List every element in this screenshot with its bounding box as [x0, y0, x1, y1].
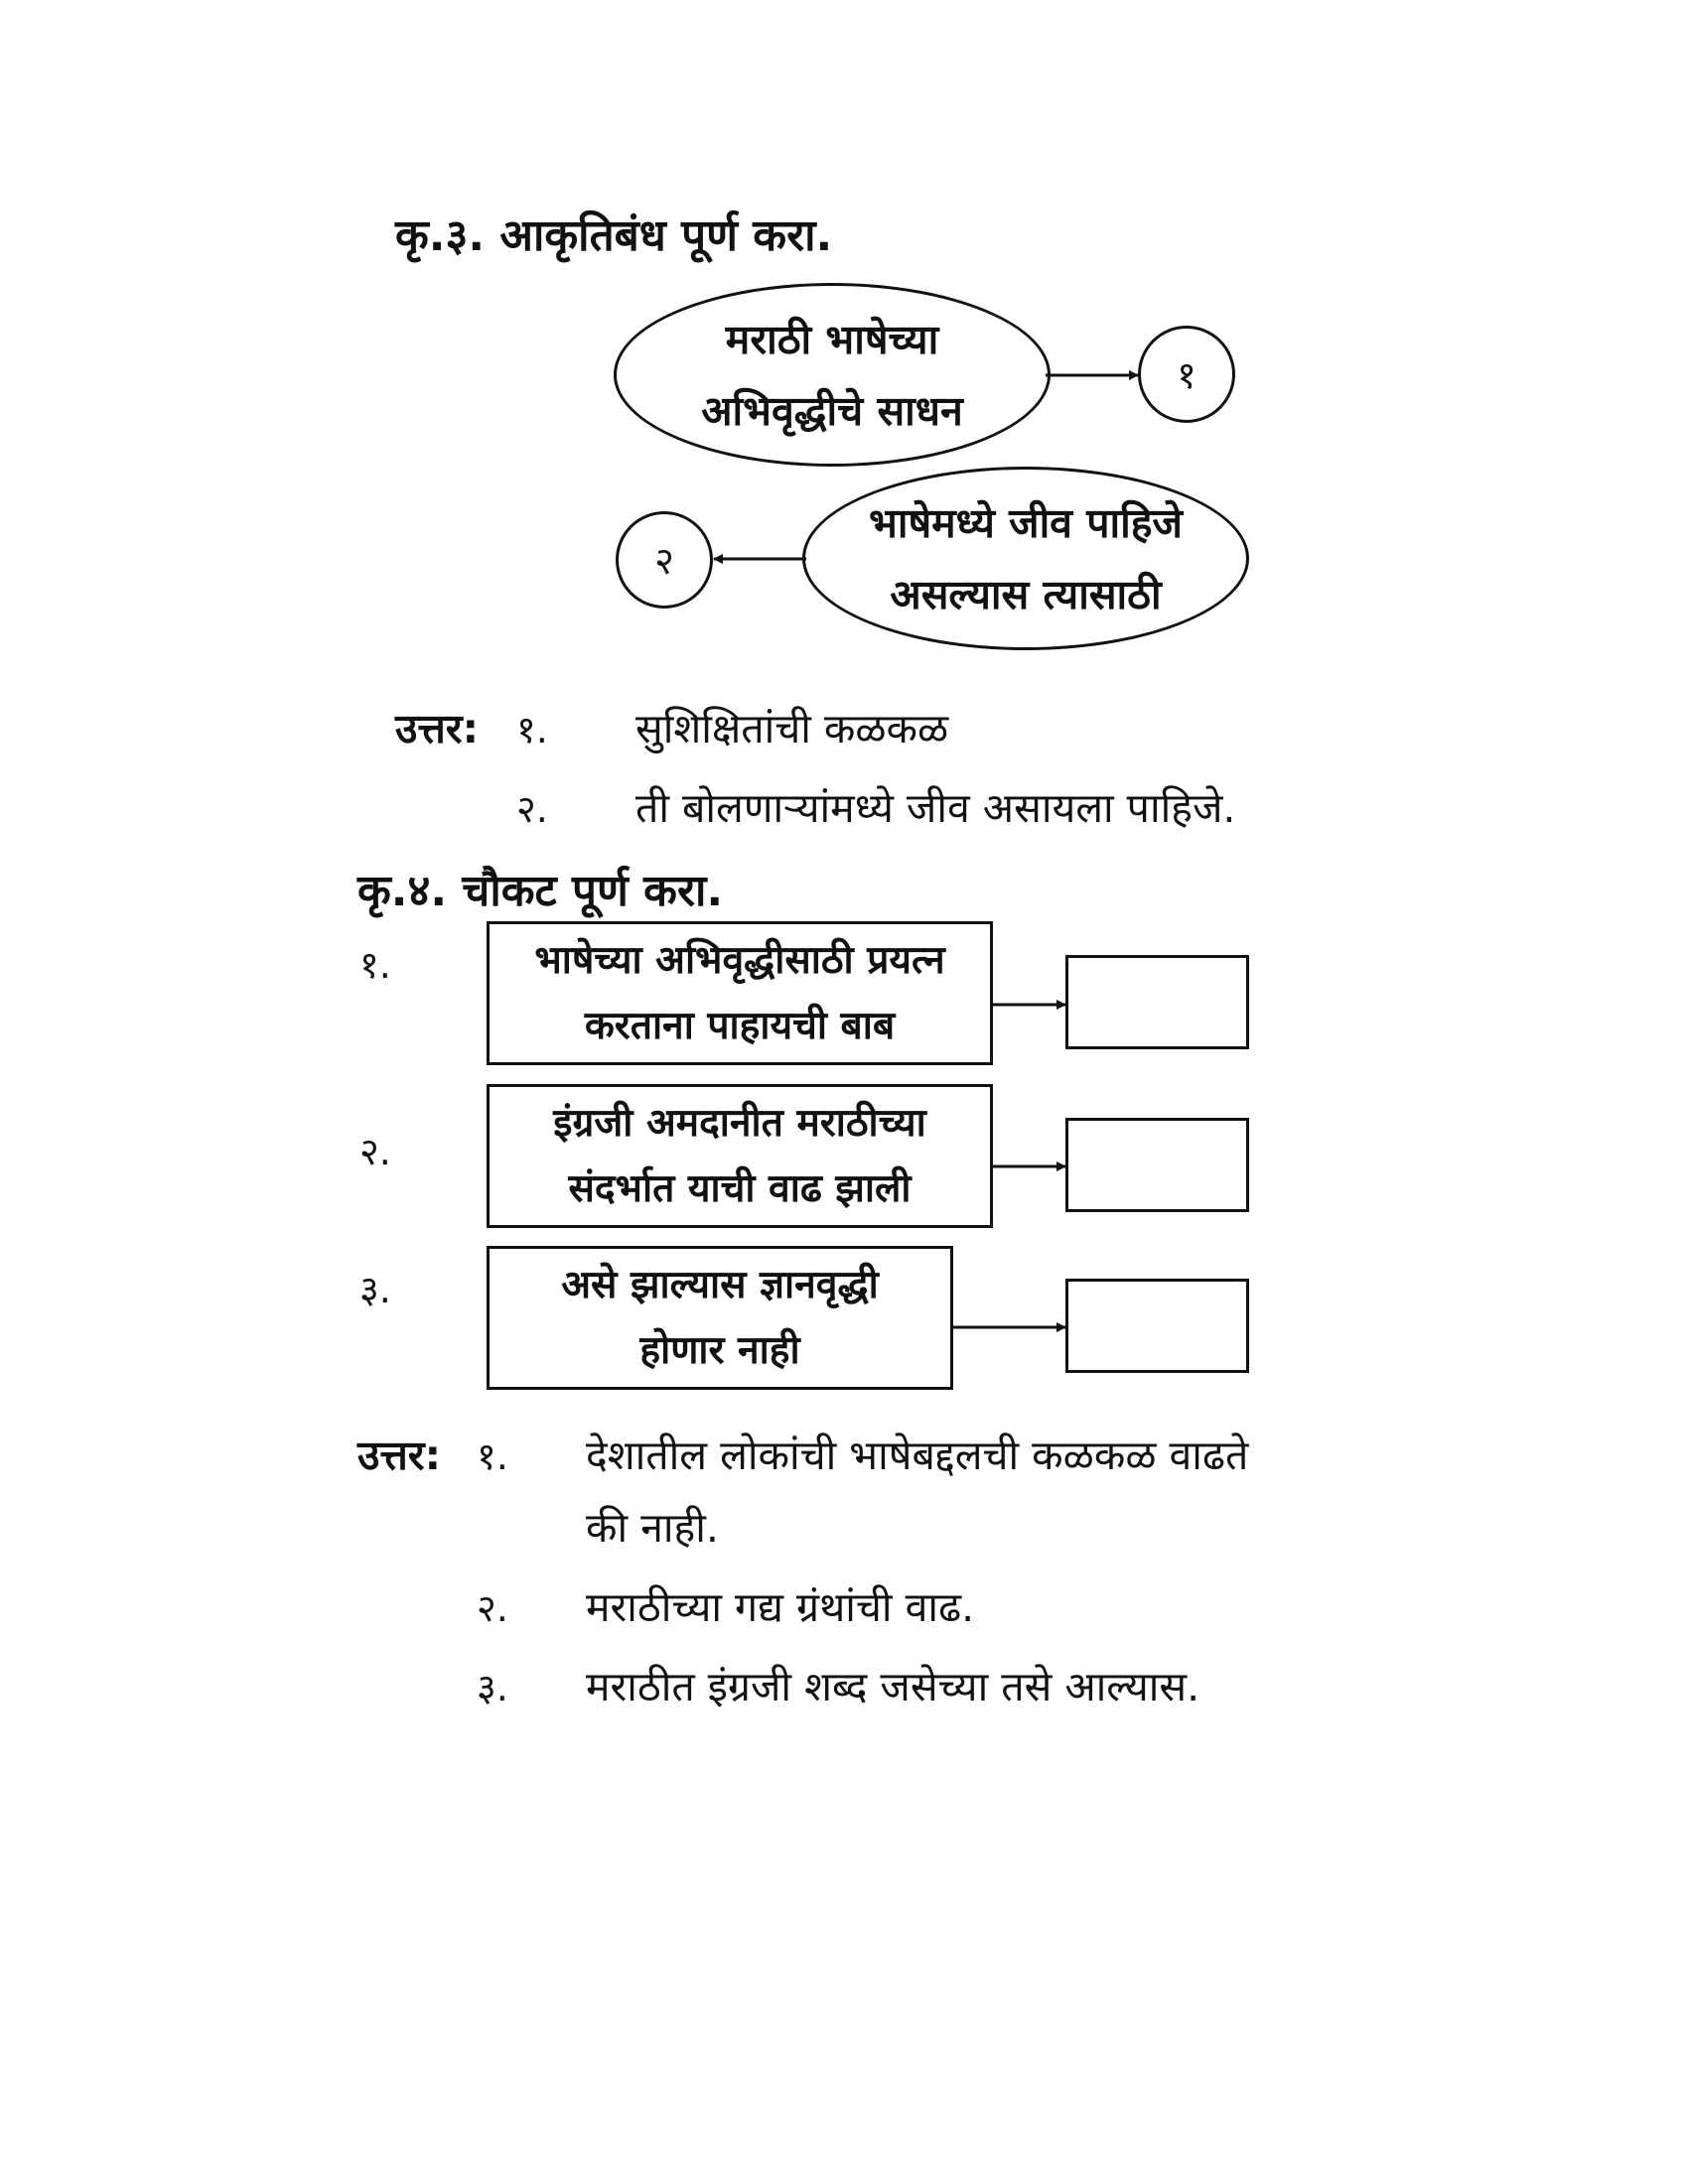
circle-1: १	[1138, 326, 1235, 423]
circle-2: २	[616, 511, 713, 609]
bottom-ellipse	[802, 467, 1249, 650]
bottom-ellipse-line-1: भाषेमध्ये जीव पाहिजे	[869, 498, 1183, 547]
q4-answer-2-num: २.	[477, 1586, 508, 1630]
q4-row-2-num: २.	[359, 1130, 391, 1173]
q4-answer-3-text: मराठीत इंग्रजी शब्द जसेच्या तसे आल्यास.	[586, 1663, 1200, 1710]
q4-row-1-line-1: भाषेच्या अभिवृद्धीसाठी प्रयत्न	[534, 937, 945, 983]
q4-answer-3-num: ३.	[477, 1666, 508, 1709]
top-ellipse-line-1: मराठी भाषेच्या	[725, 315, 939, 363]
q4-row-2-answer-box	[1065, 1118, 1249, 1212]
q4-row-3-line-2: होणार नाही	[639, 1327, 800, 1373]
q3-answer-1-num: १.	[516, 708, 548, 751]
q4-row-1-box	[487, 921, 993, 1065]
top-ellipse-line-2: अभिवृद्धीचे साधन	[701, 386, 963, 435]
q4-answer-1-line-2: की नाही.	[586, 1504, 719, 1552]
q4-row-2-line-2: संदर्भात याची वाढ झाली	[568, 1165, 912, 1211]
q4-row-3-answer-box	[1065, 1279, 1249, 1373]
q4-heading: कृ.४. चौकट पूर्ण करा.	[357, 866, 724, 916]
q4-answer-2-text: मराठीच्या गद्य ग्रंथांची वाढ.	[586, 1583, 975, 1631]
q4-row-3-line-1: असे झाल्यास ज्ञानवृद्धी	[561, 1262, 879, 1307]
top-ellipse	[614, 283, 1051, 467]
bottom-ellipse-line-2: असल्यास त्यासाठी	[890, 570, 1162, 618]
q3-answer-2-num: २.	[516, 787, 548, 831]
q3-answer-2-text: ती बोलणाऱ्यांमध्ये जीव असायला पाहिजे.	[635, 784, 1236, 832]
q4-row-1-answer-box	[1065, 955, 1249, 1049]
q4-answer-1-num: १.	[477, 1434, 508, 1478]
q4-answer-1-line-1: देशातील लोकांची भाषेबद्दलची कळकळ वाढते	[586, 1432, 1249, 1479]
q4-row-3-box	[487, 1246, 953, 1390]
q4-row-2-line-1: इंग्रजी अमदानीत मराठीच्या	[553, 1100, 926, 1146]
q3-answer-label: उत्तर:	[395, 705, 479, 752]
q4-row-3-num: ३.	[359, 1268, 391, 1311]
q4-row-1-num: १.	[359, 943, 391, 987]
q4-row-1-line-2: करताना पाहायची बाब	[584, 1003, 896, 1048]
q3-answer-1-text: सुशिक्षितांची कळकळ	[635, 705, 949, 752]
q4-row-2-box	[487, 1084, 993, 1228]
q4-answer-label: उत्तर:	[357, 1432, 441, 1479]
q3-heading: कृ.३. आकृतिबंध पूर्ण करा.	[395, 210, 833, 261]
